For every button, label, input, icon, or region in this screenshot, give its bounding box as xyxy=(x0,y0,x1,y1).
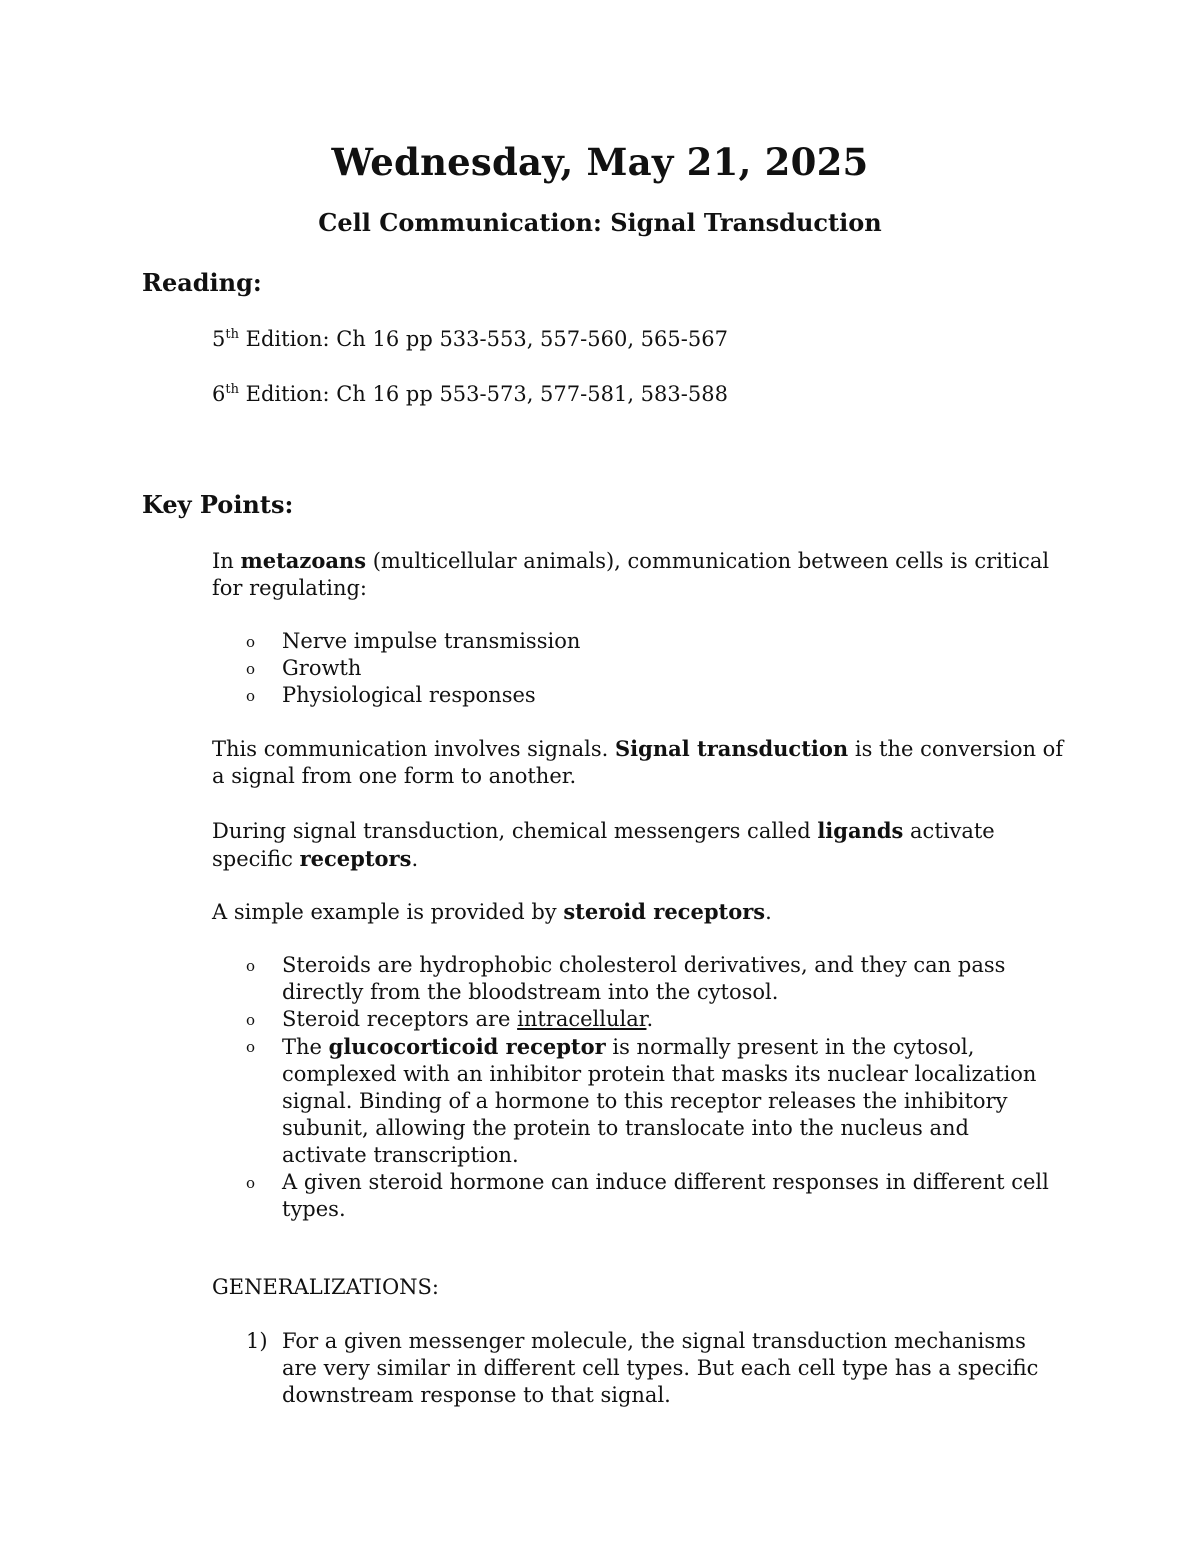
page-subtitle: Cell Communication: Signal Transduction xyxy=(318,208,882,237)
key-points-heading: Key Points: xyxy=(142,490,294,519)
list-item: o Nerve impulse transmission xyxy=(212,628,1052,655)
circle-bullet-icon: o xyxy=(246,1011,256,1029)
reading-heading: Reading: xyxy=(142,268,262,297)
list-item: o Steroid receptors are intracellular. xyxy=(212,1006,1052,1033)
circle-bullet-icon: o xyxy=(246,633,256,651)
signal-transduction-paragraph: This communication involves signals. Signal transduction is the conversion of a signal from one form to another. xyxy=(212,736,1064,788)
steroid-receptors-paragraph: A simple example is provided by steroid receptors. xyxy=(212,899,772,924)
circle-bullet-icon: o xyxy=(246,660,256,678)
edition-5-reading: 5th Edition: Ch 16 pp 533-553, 557-560, 565-567 xyxy=(212,327,728,351)
generalizations-heading: GENERALIZATIONS: xyxy=(212,1275,439,1299)
circle-bullet-icon: o xyxy=(246,1174,256,1192)
list-item: o A given steroid hormone can induce different responses in different cell types. xyxy=(246,1170,1049,1221)
steroid-list xyxy=(212,952,1052,1223)
edition-6-reading: 6th Edition: Ch 16 pp 553-573, 577-581, 583-588 xyxy=(212,382,728,406)
list-item: o Growth xyxy=(212,655,1052,682)
metazoans-paragraph: In metazoans (multicellular animals), communication between cells is critical for regulating: xyxy=(212,548,1050,600)
regulating-list xyxy=(212,628,1052,709)
circle-bullet-icon: o xyxy=(246,957,256,975)
generalizations-list xyxy=(212,1328,1052,1409)
list-item: 1) For a given messenger molecule, the signal transduction mechanisms are very similar in different cell types. But each cell type has a specific downstream response to that signal. xyxy=(246,1329,1039,1407)
circle-bullet-icon: o xyxy=(246,687,256,705)
list-item: o Physiological responses xyxy=(212,682,1052,709)
page-title: Wednesday, May 21, 2025 xyxy=(331,140,869,184)
list-item: o The glucocorticoid receptor is normally present in the cytosol, complexed with an inhibitor protein that masks its nuclear localization signal. Binding of a hormone to this receptor releases the inhibitory subunit, allowing the protein to translocate into the nucleus and activate transcription. xyxy=(246,1034,1037,1167)
list-item: o Steroids are hydrophobic cholesterol derivatives, and they can pass directly from the bloodstream into the cytosol. xyxy=(246,953,1006,1004)
ligands-paragraph: During signal transduction, chemical messengers called ligands activate specific receptors. xyxy=(212,818,995,871)
circle-bullet-icon: o xyxy=(246,1038,256,1056)
list-number: 1) xyxy=(246,1329,268,1353)
